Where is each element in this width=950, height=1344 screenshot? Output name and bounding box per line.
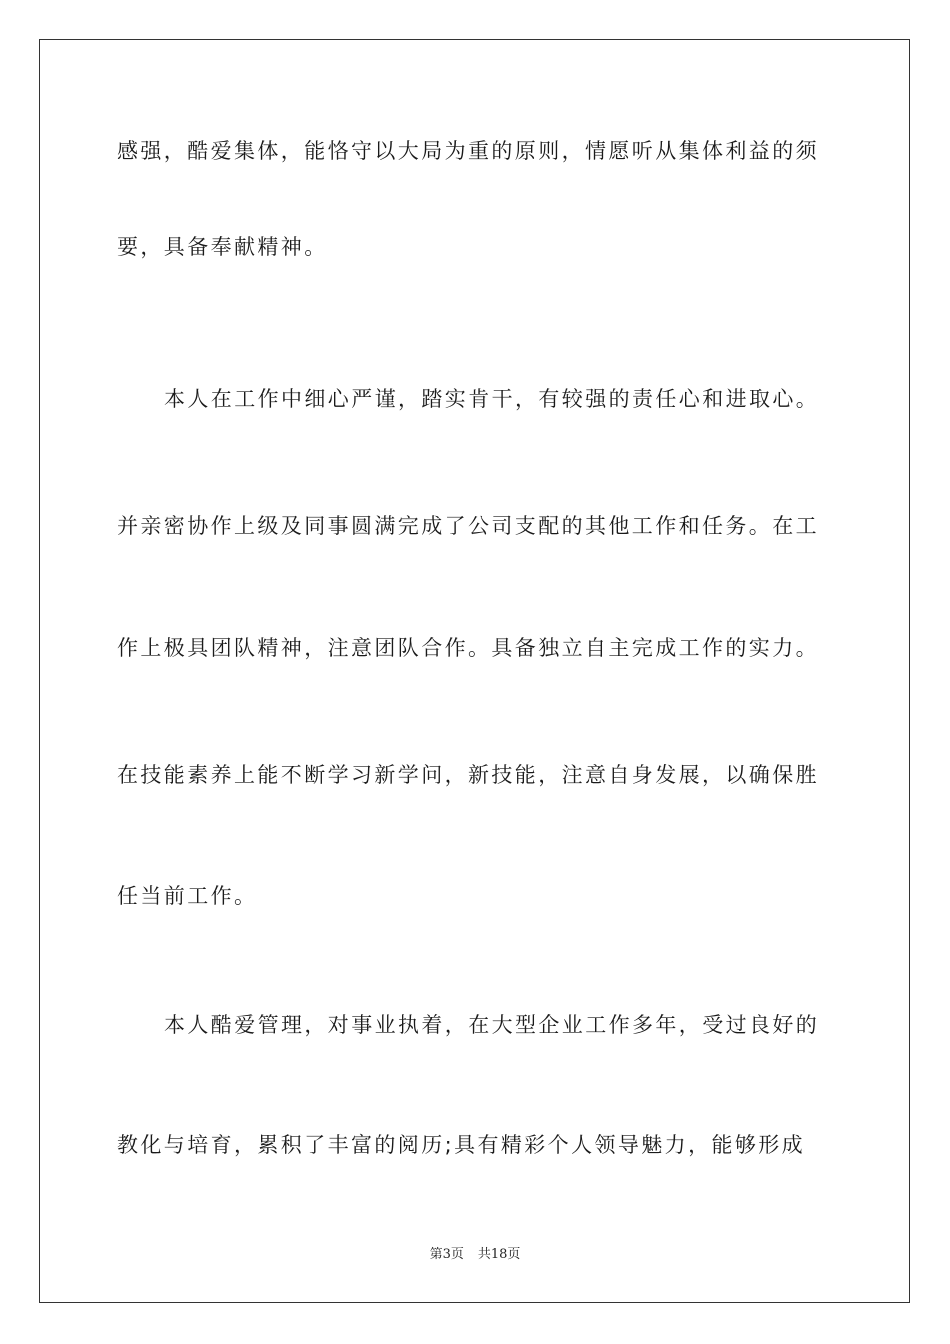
- paragraph-start-line: 本人酷爱管理，对事业执着，在大型企业工作多年，受过良好的: [164, 1013, 820, 1037]
- page-total: 共18页: [477, 1247, 521, 1262]
- body-text-line: 在技能素养上能不断学习新学问，新技能，注意自身发展，以确保胜: [117, 763, 819, 787]
- body-text-line: 要，具备奉献精神。: [117, 235, 328, 259]
- body-text-line: 教化与培育，累积了丰富的阅历;具有精彩个人领导魅力，能够形成: [117, 1133, 806, 1157]
- paragraph-start-line: 本人在工作中细心严谨，踏实肯干，有较强的责任心和进取心。: [164, 387, 820, 411]
- page-border: [39, 39, 910, 1303]
- body-text-line: 作上极具团队精神，注意团队合作。具备独立自主完成工作的实力。: [117, 636, 819, 660]
- page-number: 第3页: [429, 1247, 464, 1262]
- page-footer: [0, 1246, 950, 1264]
- body-text-line: 并亲密协作上级及同事圆满完成了公司支配的其他工作和任务。在工: [117, 514, 819, 538]
- body-text-line: 感强，酷爱集体，能恪守以大局为重的原则，情愿听从集体利益的须: [117, 139, 819, 163]
- body-text-line: 任当前工作。: [117, 884, 258, 908]
